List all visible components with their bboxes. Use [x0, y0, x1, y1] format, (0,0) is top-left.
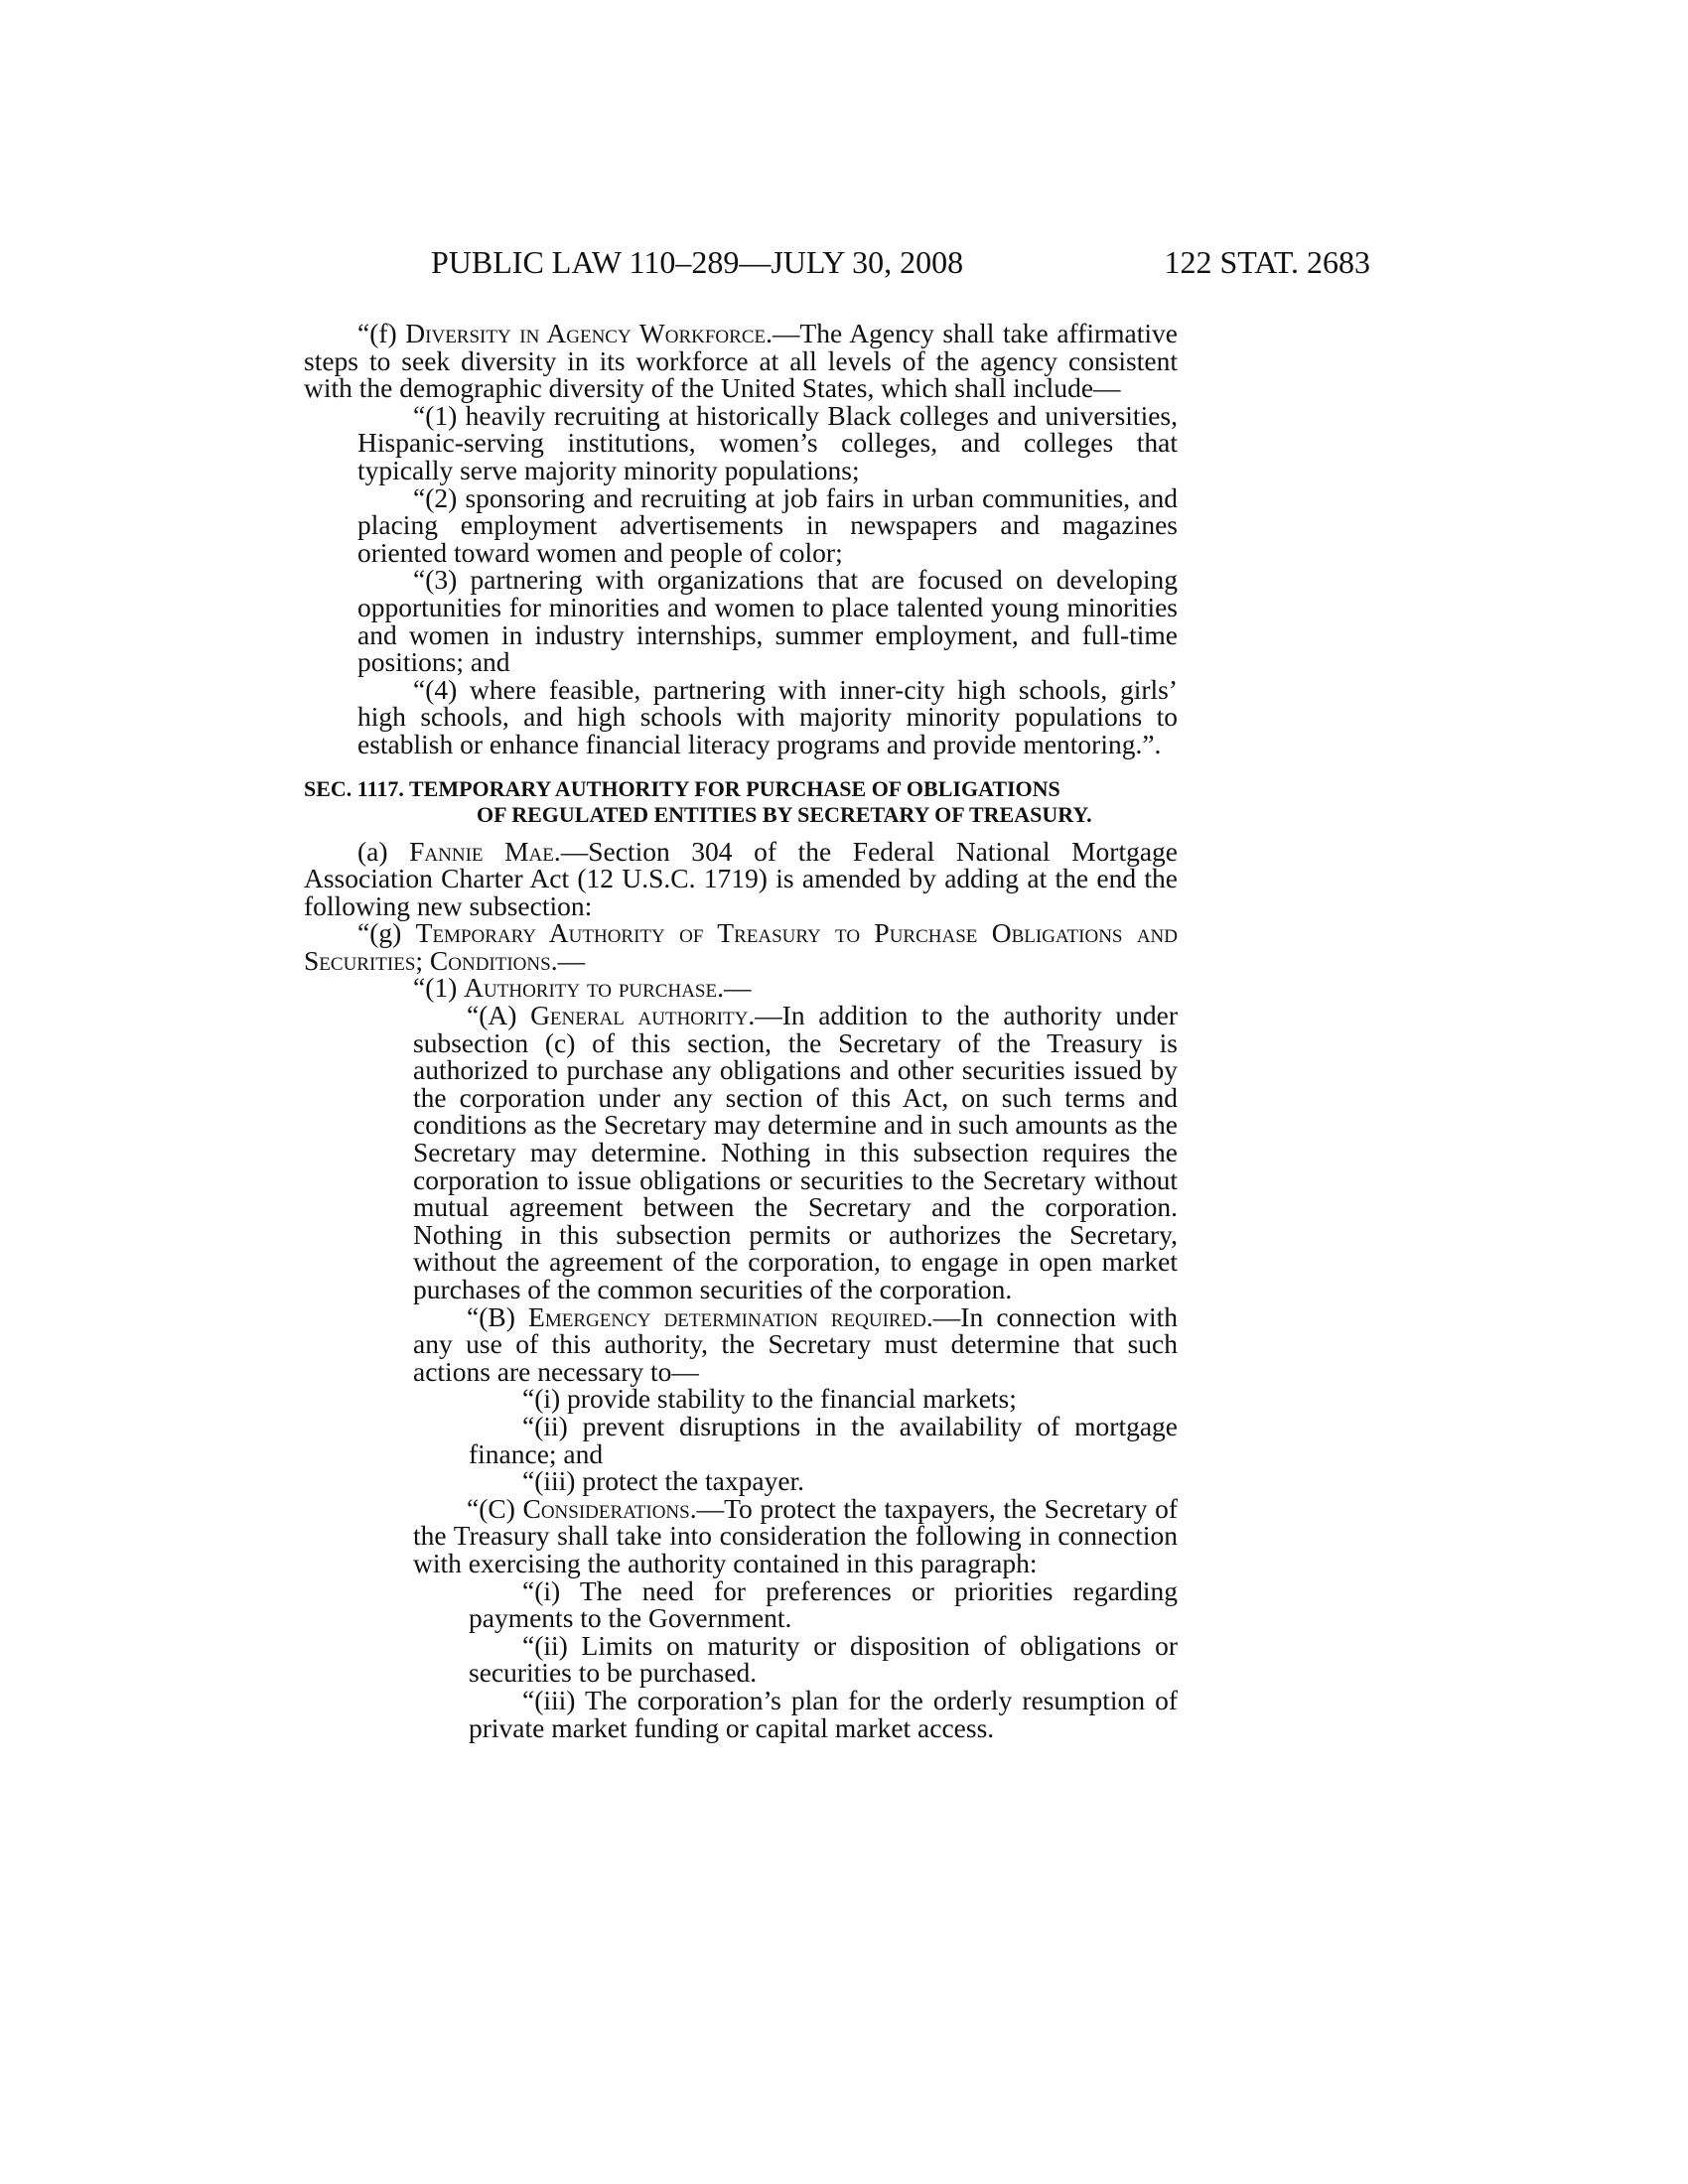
diversity-text: .—The Agency shall take affirmative steps to seek diversity in its workforce at all levels of the agency consistent with the demographic diversity of the United States, which shall include—: [304, 318, 1178, 404]
paragraph-1-tail: .—: [717, 972, 752, 1004]
diversity-item-4: “(4) where feasible, partnering with inner-city high schools, girls’ high schools, and high schools with majority minority populations to establish or enhance financial literacy programs and provide mentoring.”.: [357, 673, 1178, 759]
subsection-g-heading: [304, 919, 1178, 974]
diversity-item-2: “(2) sponsoring and recruiting at job fairs in urban communities, and placing employment advertisements in newspapers and magazines oriented toward women and people of color;: [357, 481, 1178, 568]
paragraph-b-text: .—In connection with any use of this authority, the Secretary must determine that such actions are necessary to—: [413, 1300, 1179, 1387]
paragraph-1-heading: [357, 974, 1178, 1002]
subsection-g-lead: “(g): [357, 917, 416, 949]
running-header: [304, 242, 1370, 282]
paragraph-c-text: .—To protect the taxpayers, the Secretary of the Treasury shall take into consideration the following in connection with exercising the authority contained in this paragraph:: [413, 1492, 1178, 1578]
paragraph-b-lead: “(B): [467, 1300, 529, 1332]
fannie-text: .—Section 304 of the Federal National Mortgage Association Charter Act (12 U.S.C. 1719) is amended by adding at the end the following new subsection:: [304, 835, 1178, 921]
diversity-lead: “(f): [357, 318, 406, 348]
paragraph-b-heading: Emergency determination required: [528, 1300, 926, 1332]
diversity-heading: Diversity in Agency Workforce: [405, 318, 767, 348]
paragraph-1-title: Authority to purchase: [464, 972, 718, 1004]
subsection-g-tail: .—: [550, 944, 586, 976]
section-heading-line2: OF REGULATED ENTITIES BY SECRETARY OF TREASURY.: [477, 801, 1092, 827]
document-body: [304, 320, 1178, 1741]
paragraph-b: [413, 1300, 1179, 1387]
fannie-heading: Fannie Mae: [409, 835, 554, 867]
subsection-g-title: Temporary Authority of Treasury to Purchase Obligations and Securities; Conditions: [304, 917, 1178, 976]
paragraph-c-item-iii: “(iii) The corporation’s plan for the orderly resumption of private market funding or capital market access.: [469, 1684, 1178, 1743]
paragraph-c: [413, 1492, 1178, 1578]
diversity-item-3: “(3) partnering with organizations that are focused on developing opportunities for minorities and women to place talented young minorities and women in industry internships, summer employment, and full-time positions; and: [357, 564, 1178, 678]
header-law-citation: PUBLIC LAW 110–289—JULY 30, 2008: [431, 244, 964, 280]
paragraph-c-lead: “(C): [467, 1492, 523, 1524]
paragraph-c-heading: Considerations: [522, 1492, 690, 1524]
paragraph-c-item-i: “(i) The need for preferences or priorities regarding payments to the Government.: [469, 1574, 1178, 1634]
fannie-lead: (a): [357, 835, 410, 867]
paragraph-a-heading: General authority: [530, 1000, 749, 1031]
section-heading: [304, 776, 1178, 828]
paragraph-a-text: .—In addition to the authority under subsection (c) of this section, the Secretary of the Treasury is authorized to purchase any obligations and other securities issued by the corporation under any section of this Act, on such terms and conditions as the Secretary may determine and in such amounts as the Secretary may determine. Nothing in this subsection requires the corporation to issue obligations or securities to the Secretary without mutual agreement between the Secretary and the corporation. Nothing in this subsection permits or authorizes the Secretary, without the agreement of the corporation, to engage in open market purchases of the common securities of the corporation.: [413, 1000, 1178, 1304]
paragraph-a-lead: “(A): [467, 1000, 531, 1031]
paragraph-a: [413, 1002, 1178, 1303]
paragraph-1-lead: “(1): [413, 972, 465, 1004]
paragraph-b-item-i: “(i) provide stability to the financial markets;: [522, 1383, 1017, 1415]
diversity-item-1: “(1) heavily recruiting at historically Black colleges and universities, Hispanic-serving institutions, women’s colleges, and colleges that typically serve majority minority populations;: [357, 399, 1178, 485]
paragraph-c-item-ii: “(ii) Limits on maturity or disposition of obligations or securities to be purchased.: [469, 1629, 1178, 1689]
paragraph-b-item-iii: “(iii) protect the taxpayer.: [522, 1465, 805, 1497]
paragraph-b-item-ii: “(ii) prevent disruptions in the availability of mortgage finance; and: [469, 1410, 1178, 1469]
diversity-intro: [304, 320, 1178, 402]
header-stat-page: 122 STAT. 2683: [1164, 244, 1370, 280]
section-heading-line1: SEC. 1117. TEMPORARY AUTHORITY FOR PURCHASE OF OBLIGATIONS: [304, 775, 1060, 801]
fannie-mae-paragraph: [304, 835, 1178, 921]
